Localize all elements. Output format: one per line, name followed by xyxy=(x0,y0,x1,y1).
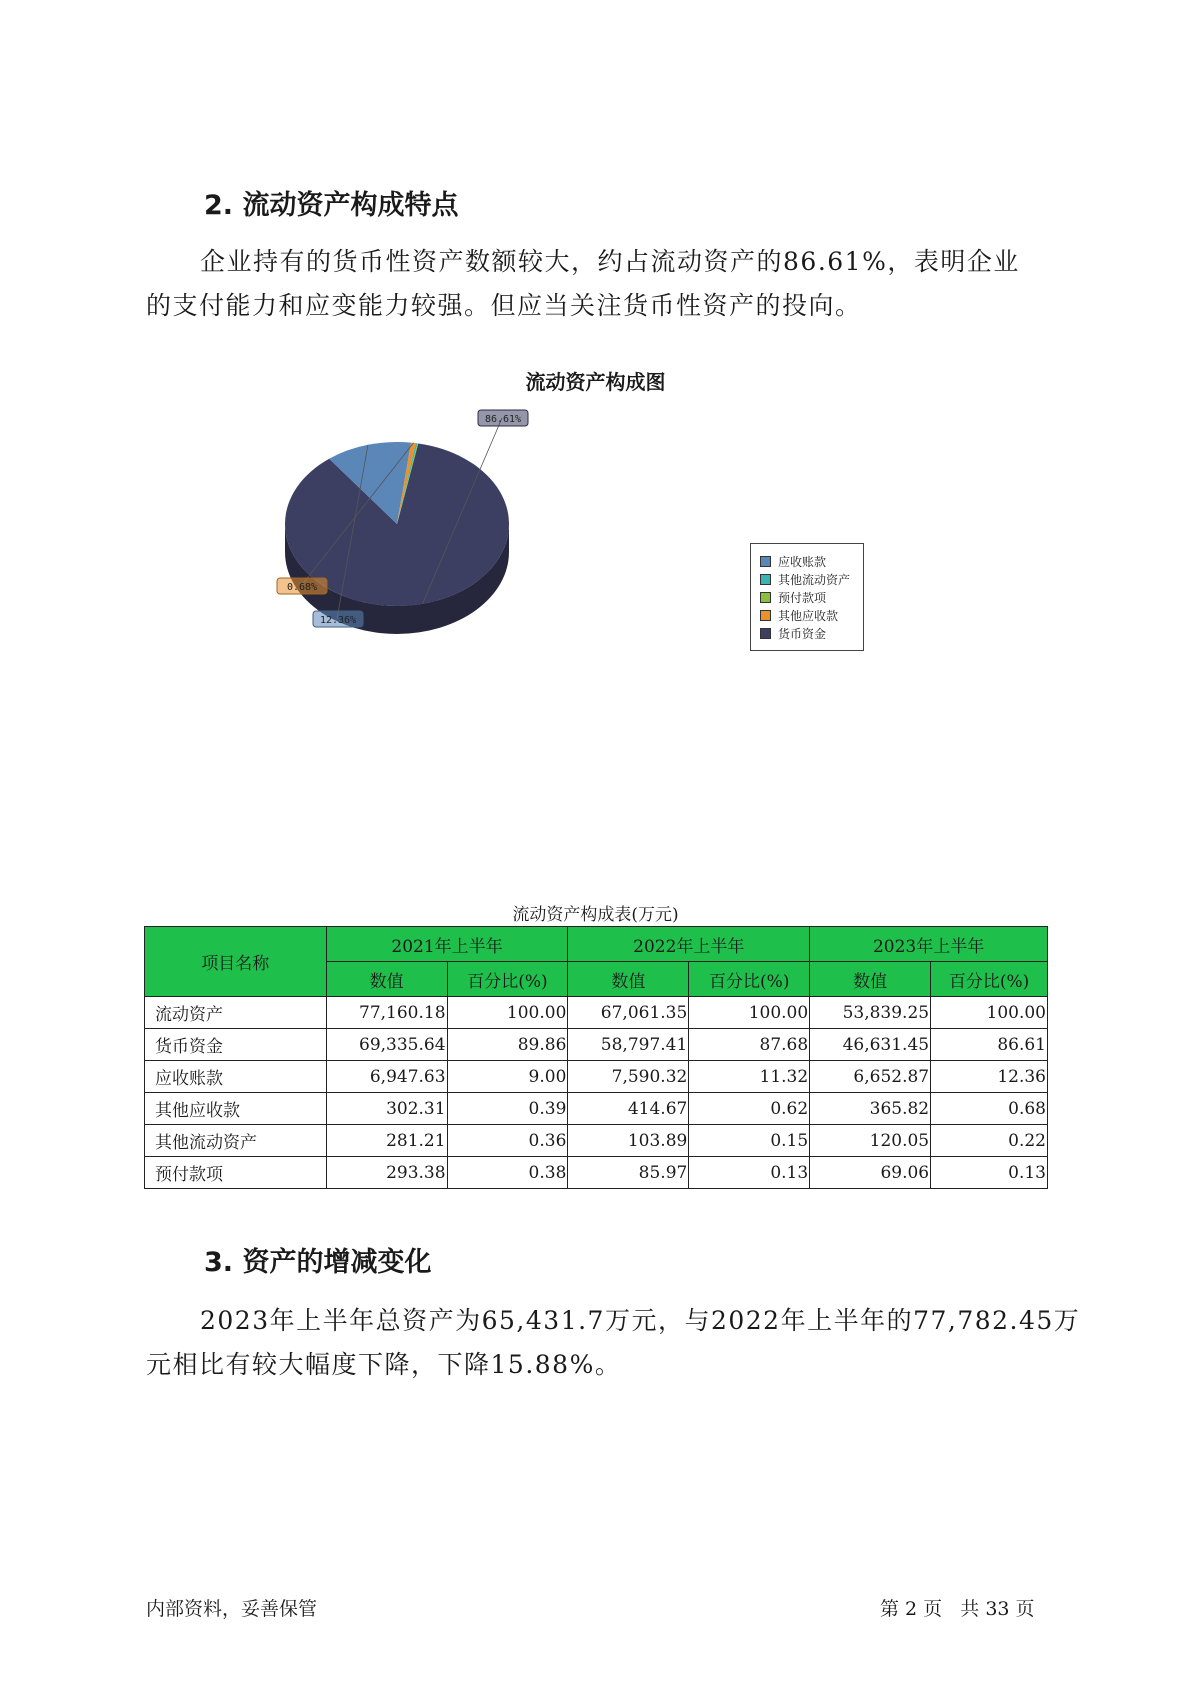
percent-cell: 89.86 xyxy=(447,1029,568,1061)
paragraph-line: 2023年上半年总资产为65,431.7万元，与2022年上半年的77,782.45万 xyxy=(200,1306,1081,1335)
percent-cell: 0.36 xyxy=(447,1125,568,1157)
value-cell: 365.82 xyxy=(810,1093,931,1125)
pie-data-label: 12.36% xyxy=(319,615,357,626)
legend-label: 货币资金 xyxy=(778,626,827,641)
value-cell: 7,590.32 xyxy=(568,1061,689,1093)
table-row xyxy=(145,997,1048,1029)
legend-item xyxy=(751,570,863,588)
header-item-name: 项目名称 xyxy=(145,927,327,997)
page-number: 第 2 页 共 33 页 xyxy=(880,1598,1035,1620)
percent-cell: 0.22 xyxy=(931,1125,1048,1157)
value-cell: 6,652.87 xyxy=(810,1061,931,1093)
value-cell: 77,160.18 xyxy=(326,997,447,1029)
row-label: 应收账款 xyxy=(145,1061,327,1093)
table-caption: 流动资产构成表(万元) xyxy=(512,905,679,925)
percent-cell: 9.00 xyxy=(447,1061,568,1093)
legend-swatch xyxy=(760,592,771,603)
legend-swatch xyxy=(760,610,771,621)
value-cell: 281.21 xyxy=(326,1125,447,1157)
header-period: 2022年上半年 xyxy=(568,927,810,962)
legend-item xyxy=(751,588,863,606)
legend-label: 应收账款 xyxy=(778,554,827,569)
pie-data-label: 0.68% xyxy=(286,582,318,593)
percent-cell: 0.62 xyxy=(689,1093,810,1125)
legend-label: 其他应收款 xyxy=(778,608,839,623)
current-assets-table xyxy=(144,926,1048,1189)
section-heading-3: 3. 资产的增减变化 xyxy=(204,1247,432,1278)
percent-cell: 11.32 xyxy=(689,1061,810,1093)
percent-cell: 100.00 xyxy=(931,997,1048,1029)
header-value: 数值 xyxy=(568,962,689,997)
percent-cell: 86.61 xyxy=(931,1029,1048,1061)
value-cell: 293.38 xyxy=(326,1157,447,1189)
value-cell: 414.67 xyxy=(568,1093,689,1125)
header-value: 数值 xyxy=(326,962,447,997)
chart-title: 流动资产构成图 xyxy=(525,370,666,394)
legend-swatch xyxy=(760,556,771,567)
legend-item xyxy=(751,606,863,624)
value-cell: 67,061.35 xyxy=(568,997,689,1029)
value-cell: 69.06 xyxy=(810,1157,931,1189)
value-cell: 53,839.25 xyxy=(810,997,931,1029)
percent-cell: 0.15 xyxy=(689,1125,810,1157)
table-row xyxy=(145,1029,1048,1061)
legend-swatch xyxy=(760,574,771,585)
value-cell: 103.89 xyxy=(568,1125,689,1157)
percent-cell: 0.38 xyxy=(447,1157,568,1189)
percent-cell: 0.68 xyxy=(931,1093,1048,1125)
header-percent: 百分比(%) xyxy=(931,962,1048,997)
header-value: 数值 xyxy=(810,962,931,997)
header-period: 2023年上半年 xyxy=(810,927,1048,962)
table-row xyxy=(145,1125,1048,1157)
pie-data-label: 86.61% xyxy=(484,414,522,425)
percent-cell: 0.13 xyxy=(689,1157,810,1189)
table-row xyxy=(145,1093,1048,1125)
row-label: 预付款项 xyxy=(145,1157,327,1189)
legend-item xyxy=(751,552,863,570)
legend-label: 其他流动资产 xyxy=(778,572,851,587)
percent-cell: 0.39 xyxy=(447,1093,568,1125)
percent-cell: 100.00 xyxy=(689,997,810,1029)
paragraph-line: 企业持有的货币性资产数额较大，约占流动资产的86.61%，表明企业 xyxy=(200,247,1020,276)
percent-cell: 12.36 xyxy=(931,1061,1048,1093)
legend-label: 预付款项 xyxy=(778,590,827,605)
value-cell: 6,947.63 xyxy=(326,1061,447,1093)
paragraph-line: 元相比有较大幅度下降，下降15.88%。 xyxy=(146,1350,622,1379)
value-cell: 46,631.45 xyxy=(810,1029,931,1061)
percent-cell: 100.00 xyxy=(447,997,568,1029)
value-cell: 302.31 xyxy=(326,1093,447,1125)
percent-cell: 87.68 xyxy=(689,1029,810,1061)
pie-chart xyxy=(250,414,590,680)
value-cell: 120.05 xyxy=(810,1125,931,1157)
table-row xyxy=(145,1157,1048,1189)
footer-note: 内部资料，妥善保管 xyxy=(146,1598,318,1620)
paragraph-line: 的支付能力和应变能力较强。但应当关注货币性资产的投向。 xyxy=(146,291,862,320)
row-label: 其他应收款 xyxy=(145,1093,327,1125)
legend-item xyxy=(751,624,863,642)
value-cell: 58,797.41 xyxy=(568,1029,689,1061)
section-heading-2: 2. 流动资产构成特点 xyxy=(204,190,459,221)
header-percent: 百分比(%) xyxy=(447,962,568,997)
value-cell: 69,335.64 xyxy=(326,1029,447,1061)
legend-swatch xyxy=(760,628,771,639)
chart-legend xyxy=(750,543,864,651)
percent-cell: 0.13 xyxy=(931,1157,1048,1189)
row-label: 货币资金 xyxy=(145,1029,327,1061)
table-row xyxy=(145,1061,1048,1093)
value-cell: 85.97 xyxy=(568,1157,689,1189)
header-period: 2021年上半年 xyxy=(326,927,568,962)
row-label: 流动资产 xyxy=(145,997,327,1029)
row-label: 其他流动资产 xyxy=(145,1125,327,1157)
header-percent: 百分比(%) xyxy=(689,962,810,997)
